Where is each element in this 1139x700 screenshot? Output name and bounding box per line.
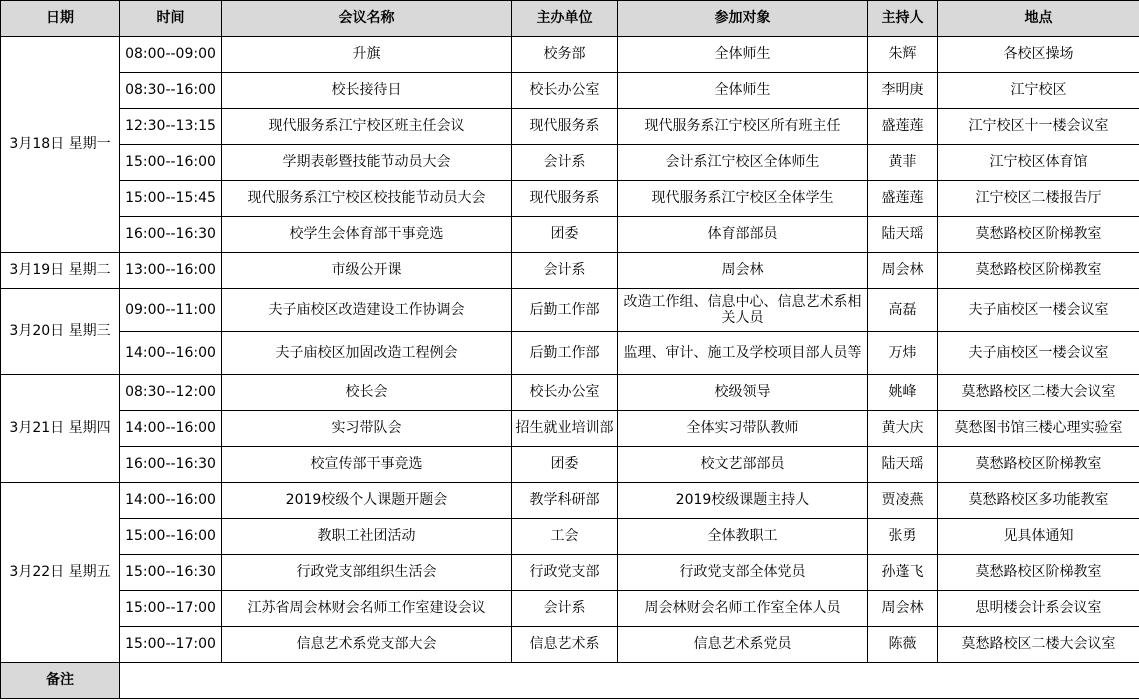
host-cell: 陆天瑶: [868, 447, 938, 483]
location-cell: 莫愁路校区二楼大会议室: [938, 375, 1139, 411]
time-cell: 15:00--17:00: [120, 591, 222, 627]
organizer-cell: 会计系: [512, 253, 618, 289]
attendees-cell: 会计系江宁校区全体师生: [618, 145, 868, 181]
meeting-cell: 教职工社团活动: [222, 519, 512, 555]
organizer-cell: 校长办公室: [512, 375, 618, 411]
table-row: [1, 37, 1139, 73]
organizer-cell: 校长办公室: [512, 73, 618, 109]
host-cell: 孙蓬飞: [868, 555, 938, 591]
notes-value: [120, 663, 1139, 699]
time-cell: 14:00--16:00: [120, 411, 222, 447]
organizer-cell: 后勤工作部: [512, 332, 618, 375]
time-cell: 16:00--16:30: [120, 447, 222, 483]
meeting-cell: 夫子庙校区加固改造工程例会: [222, 332, 512, 375]
time-cell: 12:30--13:15: [120, 109, 222, 145]
host-cell: 万炜: [868, 332, 938, 375]
notes-label: 备注: [1, 663, 120, 699]
host-cell: 姚峰: [868, 375, 938, 411]
time-cell: 08:00--09:00: [120, 37, 222, 73]
attendees-cell: 周会林: [618, 253, 868, 289]
header-meeting: 会议名称: [222, 1, 512, 37]
time-cell: 15:00--15:45: [120, 181, 222, 217]
table-row: [1, 289, 1139, 332]
attendees-cell: 监理、审计、施工及学校项目部人员等: [618, 332, 868, 375]
meeting-cell: 现代服务系江宁校区班主任会议: [222, 109, 512, 145]
organizer-cell: 团委: [512, 447, 618, 483]
time-cell: 15:00--17:00: [120, 627, 222, 663]
table-row: [1, 375, 1139, 411]
attendees-cell: 全体实习带队教师: [618, 411, 868, 447]
attendees-cell: 周会林财会名师工作室全体人员: [618, 591, 868, 627]
attendees-cell: 行政党支部全体党员: [618, 555, 868, 591]
table-row: [1, 253, 1139, 289]
attendees-cell: 现代服务系江宁校区全体学生: [618, 181, 868, 217]
date-cell: 3月20日 星期三: [1, 289, 120, 375]
location-cell: 见具体通知: [938, 519, 1139, 555]
location-cell: 莫愁路校区阶梯教室: [938, 217, 1139, 253]
header-location: 地点: [938, 1, 1139, 37]
date-cell: 3月22日 星期五: [1, 483, 120, 663]
time-cell: 15:00--16:00: [120, 519, 222, 555]
time-cell: 15:00--16:30: [120, 555, 222, 591]
header-attendees: 参加对象: [618, 1, 868, 37]
meeting-cell: 江苏省周会林财会名师工作室建设会议: [222, 591, 512, 627]
host-cell: 陆天瑶: [868, 217, 938, 253]
table-row: [1, 591, 1139, 627]
meeting-cell: 校宣传部干事竞选: [222, 447, 512, 483]
location-cell: 江宁校区十一楼会议室: [938, 109, 1139, 145]
time-cell: 14:00--16:00: [120, 483, 222, 519]
attendees-cell: 全体师生: [618, 37, 868, 73]
attendees-cell: 改造工作组、信息中心、信息艺术系相关人员: [618, 289, 868, 332]
host-cell: 朱辉: [868, 37, 938, 73]
meeting-cell: 校长接待日: [222, 73, 512, 109]
location-cell: 莫愁路校区多功能教室: [938, 483, 1139, 519]
host-cell: 周会林: [868, 253, 938, 289]
location-cell: 莫愁图书馆三楼心理实验室: [938, 411, 1139, 447]
table-row: [1, 332, 1139, 375]
location-cell: 莫愁路校区阶梯教室: [938, 447, 1139, 483]
meeting-cell: 市级公开课: [222, 253, 512, 289]
meeting-cell: 校学生会体育部干事竞选: [222, 217, 512, 253]
organizer-cell: 团委: [512, 217, 618, 253]
time-cell: 08:30--12:00: [120, 375, 222, 411]
meeting-cell: 校长会: [222, 375, 512, 411]
location-cell: 莫愁路校区阶梯教室: [938, 253, 1139, 289]
time-cell: 16:00--16:30: [120, 217, 222, 253]
host-cell: 贾凌燕: [868, 483, 938, 519]
attendees-cell: 校级领导: [618, 375, 868, 411]
host-cell: 周会林: [868, 591, 938, 627]
attendees-cell: 2019校级课题主持人: [618, 483, 868, 519]
location-cell: 莫愁路校区二楼大会议室: [938, 627, 1139, 663]
location-cell: 思明楼会计系会议室: [938, 591, 1139, 627]
table-row: [1, 555, 1139, 591]
table-row: [1, 519, 1139, 555]
header-organizer: 主办单位: [512, 1, 618, 37]
header-row: [1, 1, 1139, 37]
time-cell: 14:00--16:00: [120, 332, 222, 375]
host-cell: 李明庚: [868, 73, 938, 109]
organizer-cell: 校务部: [512, 37, 618, 73]
meeting-cell: 现代服务系江宁校区校技能节动员大会: [222, 181, 512, 217]
meeting-cell: 行政党支部组织生活会: [222, 555, 512, 591]
attendees-cell: 体育部部员: [618, 217, 868, 253]
location-cell: 江宁校区二楼报告厅: [938, 181, 1139, 217]
location-cell: 江宁校区体育馆: [938, 145, 1139, 181]
organizer-cell: 会计系: [512, 591, 618, 627]
organizer-cell: 现代服务系: [512, 181, 618, 217]
table-row: [1, 181, 1139, 217]
organizer-cell: 教学科研部: [512, 483, 618, 519]
organizer-cell: 行政党支部: [512, 555, 618, 591]
time-cell: 09:00--11:00: [120, 289, 222, 332]
meeting-cell: 学期表彰暨技能节动员大会: [222, 145, 512, 181]
date-cell: 3月18日 星期一: [1, 37, 120, 253]
attendees-cell: 现代服务系江宁校区所有班主任: [618, 109, 868, 145]
organizer-cell: 现代服务系: [512, 109, 618, 145]
time-cell: 13:00--16:00: [120, 253, 222, 289]
host-cell: 盛莲莲: [868, 109, 938, 145]
host-cell: 高磊: [868, 289, 938, 332]
location-cell: 江宁校区: [938, 73, 1139, 109]
host-cell: 黄大庆: [868, 411, 938, 447]
location-cell: 莫愁路校区阶梯教室: [938, 555, 1139, 591]
location-cell: 夫子庙校区一楼会议室: [938, 289, 1139, 332]
table-row: [1, 483, 1139, 519]
notes-row: [1, 663, 1139, 699]
date-cell: 3月19日 星期二: [1, 253, 120, 289]
meeting-cell: 实习带队会: [222, 411, 512, 447]
attendees-cell: 校文艺部部员: [618, 447, 868, 483]
organizer-cell: 后勤工作部: [512, 289, 618, 332]
organizer-cell: 工会: [512, 519, 618, 555]
location-cell: 夫子庙校区一楼会议室: [938, 332, 1139, 375]
time-cell: 08:30--16:00: [120, 73, 222, 109]
attendees-cell: 信息艺术系党员: [618, 627, 868, 663]
header-host: 主持人: [868, 1, 938, 37]
table-row: [1, 109, 1139, 145]
location-cell: 各校区操场: [938, 37, 1139, 73]
meeting-cell: 信息艺术系党支部大会: [222, 627, 512, 663]
attendees-cell: 全体教职工: [618, 519, 868, 555]
attendees-cell: 全体师生: [618, 73, 868, 109]
host-cell: 盛莲莲: [868, 181, 938, 217]
table-row: [1, 217, 1139, 253]
organizer-cell: 会计系: [512, 145, 618, 181]
meeting-cell: 夫子庙校区改造建设工作协调会: [222, 289, 512, 332]
table-row: [1, 145, 1139, 181]
meeting-cell: 2019校级个人课题开题会: [222, 483, 512, 519]
organizer-cell: 招生就业培训部: [512, 411, 618, 447]
meeting-cell: 升旗: [222, 37, 512, 73]
table-row: [1, 627, 1139, 663]
organizer-cell: 信息艺术系: [512, 627, 618, 663]
host-cell: 黄菲: [868, 145, 938, 181]
header-date: 日期: [1, 1, 120, 37]
host-cell: 张勇: [868, 519, 938, 555]
table-row: [1, 73, 1139, 109]
date-cell: 3月21日 星期四: [1, 375, 120, 483]
table-row: [1, 447, 1139, 483]
table-row: [1, 411, 1139, 447]
host-cell: 陈薇: [868, 627, 938, 663]
time-cell: 15:00--16:00: [120, 145, 222, 181]
header-time: 时间: [120, 1, 222, 37]
